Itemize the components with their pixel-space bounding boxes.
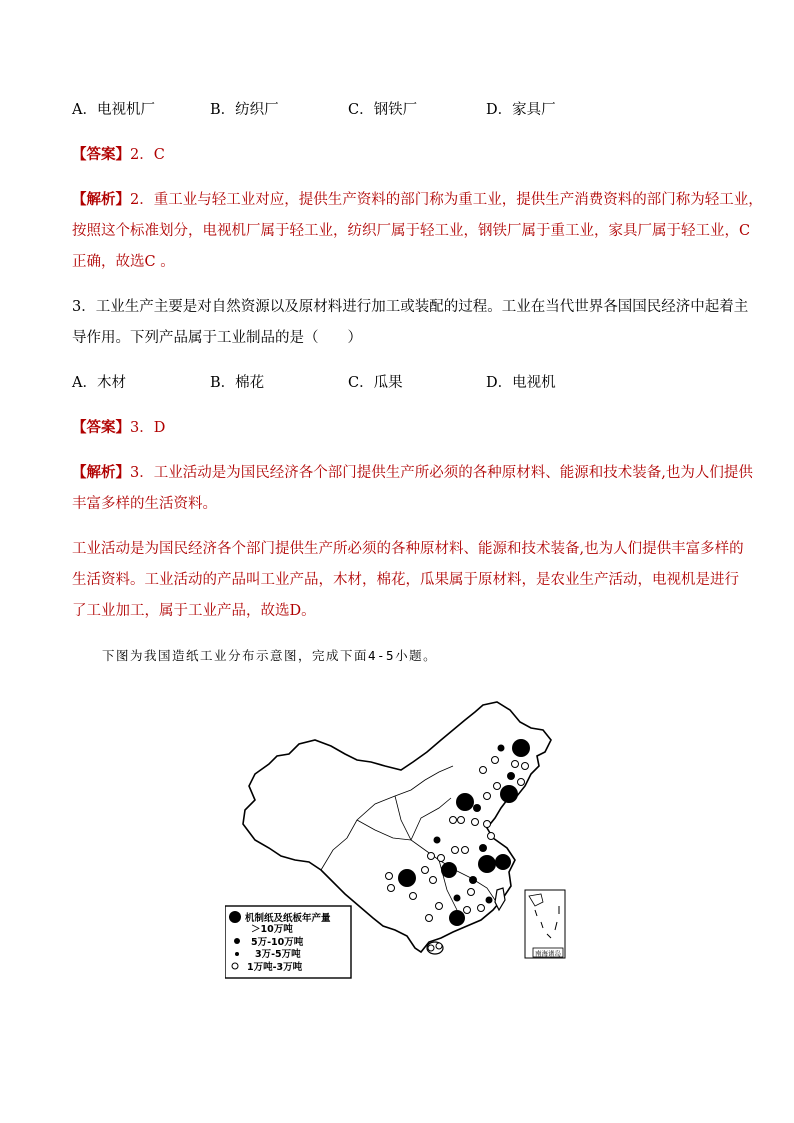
q2-analysis-line3: 正确，故选C 。 bbox=[72, 254, 175, 270]
small-producer-point bbox=[478, 905, 485, 912]
q3-option-d: D．电视机 bbox=[486, 375, 556, 391]
q3-option-a: A．木材 bbox=[72, 375, 126, 391]
q3-answer bbox=[72, 418, 165, 438]
q3-analysis-para2-line2: 生活资料。工业活动的产品叫工业产品，木材，棉花，瓜果属于原材料，是农业生产活动，电视机是进行 bbox=[72, 572, 739, 588]
large-producer-point bbox=[398, 869, 416, 887]
map-legend bbox=[225, 906, 351, 978]
q3-analysis-line2: 丰富多样的生活资料。 bbox=[72, 496, 217, 512]
small-producer-point bbox=[436, 903, 443, 910]
small-producer-point bbox=[464, 907, 471, 914]
medium-producer-point bbox=[479, 844, 487, 852]
answer-tag: 【答案】 bbox=[72, 146, 130, 163]
small-producer-point bbox=[452, 847, 459, 854]
legend-medium-symbol bbox=[234, 938, 240, 944]
medium-producer-point bbox=[454, 895, 461, 902]
legend-title: 机制纸及纸板年产量 bbox=[245, 913, 331, 924]
large-producer-point bbox=[478, 855, 496, 873]
small-producer-point bbox=[410, 893, 417, 900]
legend-item-3: 3万-5万吨 bbox=[255, 949, 301, 960]
analysis-text: 3．工业活动是为国民经济各个部门提供生产所必须的各种原材料、能源和技术装备,也为人们提供 bbox=[130, 465, 753, 481]
q3-option-c: C．瓜果 bbox=[348, 375, 403, 391]
small-producer-point bbox=[494, 783, 501, 790]
small-producer-point bbox=[488, 833, 495, 840]
q2-answer bbox=[72, 145, 165, 165]
legend-item-4: 1万吨-3万吨 bbox=[247, 962, 303, 973]
q2-analysis-line1 bbox=[72, 190, 763, 210]
paper-industry-map bbox=[225, 700, 570, 985]
small-producer-point bbox=[428, 853, 435, 860]
q2-option-b: B．纺织厂 bbox=[210, 102, 279, 118]
legend-item-1: ＞10万吨 bbox=[251, 924, 293, 935]
large-producer-point bbox=[495, 854, 511, 870]
legend-large-symbol bbox=[229, 911, 241, 923]
q3-stem-line1: 3．工业生产主要是对自然资源以及原材料进行加工或装配的过程。工业在当代世界各国国民经济中起着主 bbox=[72, 299, 749, 315]
small-producer-point bbox=[450, 817, 457, 824]
small-producer-point bbox=[388, 885, 395, 892]
small-producer-point bbox=[428, 945, 434, 951]
medium-producer-point bbox=[434, 837, 441, 844]
small-producer-point bbox=[438, 855, 445, 862]
small-producer-point bbox=[522, 763, 529, 770]
q3-analysis-line1 bbox=[72, 463, 753, 483]
large-producer-point bbox=[441, 862, 457, 878]
small-producer-point bbox=[436, 943, 442, 949]
large-producer-point bbox=[500, 785, 518, 803]
medium-producer-point bbox=[469, 876, 477, 884]
small-producer-point bbox=[386, 873, 393, 880]
analysis-text: 2．重工业与轻工业对应，提供生产资料的部门称为重工业，提供生产消费资料的部门称为轻工业， bbox=[130, 192, 763, 208]
small-producer-point bbox=[484, 821, 491, 828]
q2-option-a: A．电视机厂 bbox=[72, 102, 155, 118]
analysis-tag: 【解析】 bbox=[72, 464, 130, 481]
medium-producer-point bbox=[498, 745, 505, 752]
legend-hollow-symbol bbox=[232, 963, 238, 969]
q2-option-d: D．家具厂 bbox=[486, 102, 556, 118]
q3-analysis-para2-line1: 工业活动是为国民经济各个部门提供生产所必须的各种原材料、能源和技术装备,也为人们提供丰富多样的 bbox=[72, 541, 744, 557]
answer-text: 2．C bbox=[130, 147, 165, 163]
medium-producer-point bbox=[507, 772, 515, 780]
small-producer-point bbox=[462, 847, 469, 854]
legend-item-2: 5万-10万吨 bbox=[251, 937, 304, 948]
answer-tag: 【答案】 bbox=[72, 419, 130, 436]
q3-analysis-para2-line3: 了工业加工，属于工业产品，故选D。 bbox=[72, 603, 316, 619]
large-producer-point bbox=[449, 910, 465, 926]
answer-text: 3．D bbox=[130, 420, 166, 436]
small-producer-point bbox=[480, 767, 487, 774]
small-producer-point bbox=[468, 889, 475, 896]
small-producer-point bbox=[430, 877, 437, 884]
medium-producer-point bbox=[486, 897, 493, 904]
legend-small-symbol bbox=[235, 952, 239, 956]
small-producer-point bbox=[492, 757, 499, 764]
medium-producer-point bbox=[473, 804, 481, 812]
q2-option-c: C．钢铁厂 bbox=[348, 102, 418, 118]
inset-label: 南海诸岛 bbox=[535, 949, 561, 958]
small-producer-point bbox=[426, 915, 433, 922]
south-china-sea-inset bbox=[525, 890, 565, 958]
small-producer-point bbox=[518, 779, 525, 786]
large-producer-point bbox=[512, 739, 530, 757]
small-producer-point bbox=[512, 761, 519, 768]
q3-option-b: B．棉花 bbox=[210, 375, 265, 391]
small-producer-point bbox=[472, 819, 479, 826]
small-producer-point bbox=[484, 793, 491, 800]
small-producer-point bbox=[458, 817, 465, 824]
large-producer-point bbox=[456, 793, 474, 811]
analysis-tag: 【解析】 bbox=[72, 191, 130, 208]
small-producer-point bbox=[422, 867, 429, 874]
map-caption: 下图为我国造纸工业分布示意图，完成下面4-5小题。 bbox=[102, 648, 438, 663]
q3-stem-line2: 导作用。下列产品属于工业制品的是（ ） bbox=[72, 330, 362, 346]
q2-analysis-line2: 按照这个标准划分，电视机厂属于轻工业，纺织厂属于轻工业，钢铁厂属于重工业，家具厂属于轻工业，C bbox=[72, 223, 751, 239]
